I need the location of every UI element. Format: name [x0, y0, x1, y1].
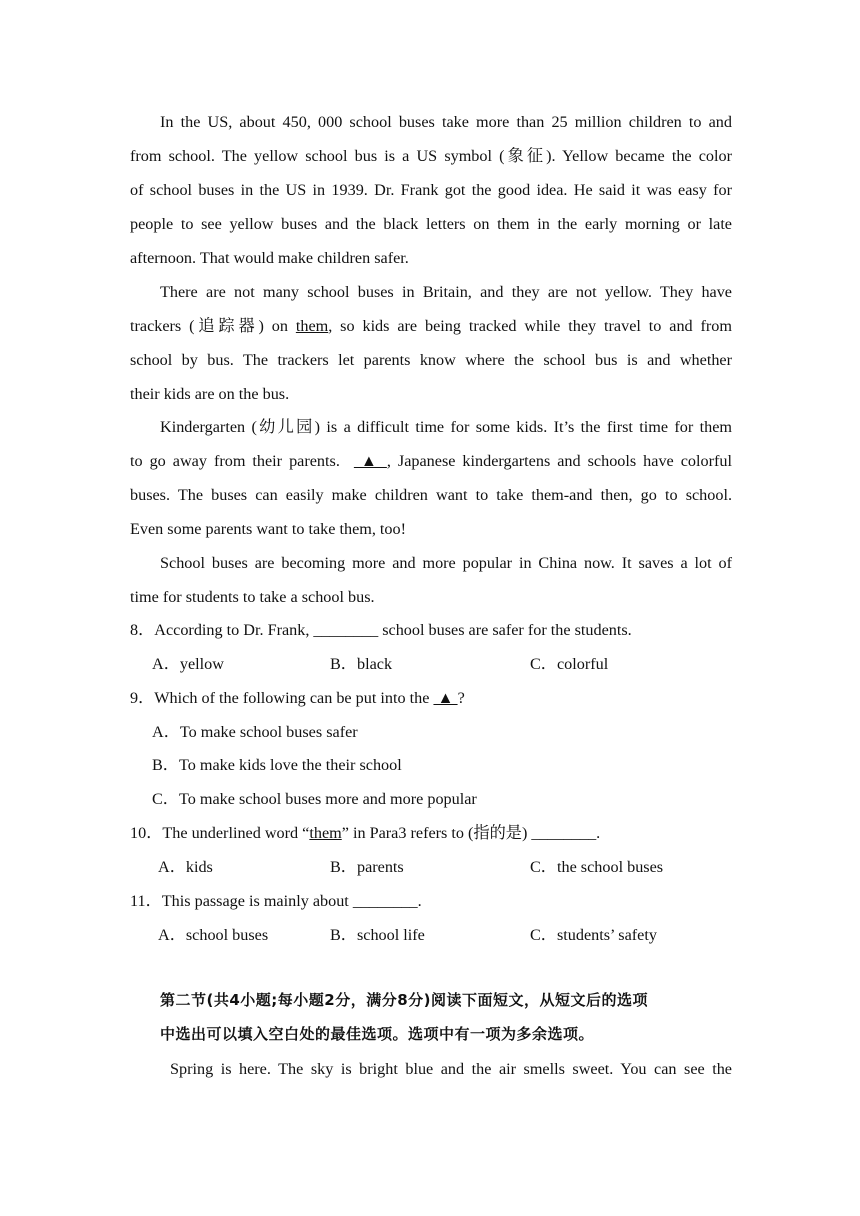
section-heading: 中选出可以填入空白处的最佳选项。选项中有一项为多余选项。 [160, 1025, 595, 1043]
q9-option-a: A．To make school buses safer [152, 723, 358, 741]
q9-stem-text: ? [457, 689, 465, 707]
passage-line: their kids are on the bus. [130, 385, 290, 403]
passage-line: Even some parents want to take them, too! [130, 520, 407, 538]
passage-text: , so kids are being tracked while they travel to and from [328, 317, 732, 335]
passage-line: afternoon. That would make children safer. [130, 249, 409, 267]
q11-option-b: B．school life [330, 926, 425, 944]
question-9-stem [130, 688, 465, 708]
q10-stem-text: ” in Para3 refers to (指的是) ________. [341, 824, 601, 842]
q11-option-a: A．school buses [158, 926, 269, 944]
passage-text: to go away from their parents. [130, 452, 354, 470]
passage-line: school by bus. The trackers let parents know where the school bus is and whether [130, 351, 732, 369]
section-heading: 第二节(共4小题;每小题2分，满分8分)阅读下面短文，从短文后的选项 [160, 991, 649, 1009]
q11-option-c: C．students’ safety [530, 926, 657, 944]
q8-option-c: C．colorful [530, 655, 609, 673]
passage-line [130, 316, 732, 336]
passage-line: people to see yellow buses and the black letters on them in the early morning or late [130, 215, 732, 233]
q8-option-b: B．black [330, 655, 393, 673]
q9-option-c: C．To make school buses more and more popular [152, 790, 477, 808]
passage-line: Kindergarten (幼儿园) is a difficult time for some kids. It’s the first time for them [160, 418, 732, 436]
passage-line: of school buses in the US in 1939. Dr. Frank got the good idea. He said it was easy for [130, 181, 732, 199]
q9-stem-text: 9．Which of the following can be put into the [130, 689, 434, 707]
q9-option-b: B．To make kids love the their school [152, 756, 402, 774]
question-10-stem [130, 823, 600, 843]
question-11-stem: 11．This passage is mainly about ________. [130, 892, 422, 910]
passage-line: time for students to take a school bus. [130, 588, 375, 606]
passage-line: There are not many school buses in Britain, and they are not yellow. They have [160, 283, 732, 301]
passage-line: from school. The yellow school bus is a US symbol (象征). Yellow became the color [130, 147, 732, 165]
blank-marker: ▲ [353, 452, 387, 470]
passage-line: School buses are becoming more and more popular in China now. It saves a lot of [160, 554, 732, 572]
question-8-stem: 8．According to Dr. Frank, ________ school buses are safer for the students. [130, 621, 632, 639]
passage-line: In the US, about 450, 000 school buses take more than 25 million children to and [160, 113, 732, 131]
q10-option-b: B．parents [330, 858, 404, 876]
blank-marker: ▲ [433, 689, 458, 707]
passage-line: Spring is here. The sky is bright blue and the air smells sweet. You can see the [170, 1060, 732, 1078]
passage-line [130, 451, 732, 471]
underlined-word: them [295, 317, 329, 335]
underlined-word: them [309, 824, 342, 842]
passage-line: buses. The buses can easily make children want to take them-and then, go to school. [130, 486, 732, 504]
passage-text: , Japanese kindergartens and schools have colorful [386, 452, 732, 470]
q10-option-c: C．the school buses [530, 858, 664, 876]
q8-option-a: A．yellow [152, 655, 224, 673]
q10-option-a: A．kids [158, 858, 213, 876]
passage-text: trackers (追踪器) on [130, 317, 296, 335]
q10-stem-text: 10．The underlined word “ [130, 824, 310, 842]
